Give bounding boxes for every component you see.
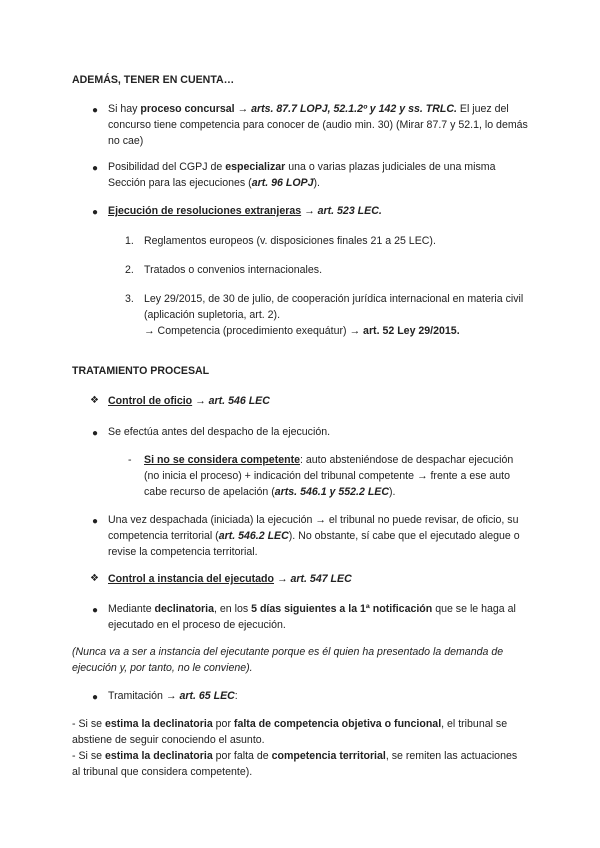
bullet-icon: ● <box>92 105 99 116</box>
bullet-icon: ● <box>92 163 99 174</box>
list-number: 1. <box>125 235 134 247</box>
section-heading-ademas: ADEMÁS, TENER EN CUENTA… <box>72 74 235 86</box>
subheading-control-instancia: Control a instancia del ejecutado → art. 547 LEC <box>108 573 352 585</box>
bullet-resoluciones-extranjeras: Ejecución de resoluciones extranjeras → art. 523 LEC. <box>108 205 382 217</box>
bullet-icon: ● <box>92 605 99 616</box>
list-number: 2. <box>125 264 134 276</box>
subheading-control-oficio: Control de oficio → art. 546 LEC <box>108 395 270 407</box>
bullet-ejecucion-despachada: Una vez despachada (iniciada) la ejecución → el tribunal no puede revisar, de oficio, su competencia territorial (art. 546.2 LEC). No obstante, sí cabe que el ejecutado alegue o revise la competencia territorial. <box>108 514 520 558</box>
bullet-tramitacion: Tramitación → art. 65 LEC: <box>108 690 238 702</box>
dash-item-no-competente: Si no se considera competente: auto absteniéndose de despachar ejecución (no inicia el proceso) + indicación del tribunal competente → frente a ese auto cabe recurso de apelación (arts. 546.1 y 552.2 LEC). <box>144 454 514 498</box>
bullet-declinatoria: Mediante declinatoria, en los 5 días siguientes a la 1ª notificación que se le haga al ejecutado en el proceso de ejecución. <box>108 603 516 631</box>
bullet-icon: ● <box>92 692 99 703</box>
dash-marker: - <box>128 454 132 466</box>
numbered-item-ley-29-2015: Ley 29/2015, de 30 de julio, de cooperación jurídica internacional en materia civil (aplicación supletoria, art. 2). → Competencia (procedimiento exequátur) → art. 52 Ley 29/2015. <box>144 291 529 339</box>
four-diamond-bullet-icon: ❖ <box>90 573 99 584</box>
paragraph-declinatoria-territorial: - Si se estima la declinatoria por falta de competencia territorial, se remiten las actuaciones al tribunal que considera competente). <box>72 750 518 778</box>
list-number: 3. <box>125 293 134 305</box>
four-diamond-bullet-icon: ❖ <box>90 395 99 406</box>
numbered-item-tratados: Tratados o convenios internacionales. <box>144 264 323 276</box>
bullet-antes-despacho: Se efectúa antes del despacho de la ejecución. <box>108 426 331 438</box>
bullet-especializar: Posibilidad del CGPJ de especializar una o varias plazas judiciales de una misma Sección para las ejecuciones (art. 96 LOPJ). <box>108 161 496 189</box>
bullet-icon: ● <box>92 428 99 439</box>
bullet-icon: ● <box>92 516 99 527</box>
numbered-item-competencia-line: → Competencia (procedimiento exequátur) → art. 52 Ley 29/2015. <box>144 325 460 337</box>
section-heading-tratamiento: TRATAMIENTO PROCESAL <box>72 365 210 377</box>
paragraph-declinatoria-objetiva: - Si se estima la declinatoria por falta de competencia objetiva o funcional, el tribunal se abstiene de seguir conociendo el asunto. <box>72 718 508 746</box>
bullet-proceso-concursal: Si hay proceso concursal → arts. 87.7 LOPJ, 52.1.2º y 142 y ss. TRLC. El juez del concurso tiene competencia para conocer de (audio min. 30) (Mirar 87.7 y 52.1, lo demás no cae) <box>108 103 528 147</box>
bullet-icon: ● <box>92 207 99 218</box>
numbered-item-reglamentos: Reglamentos europeos (v. disposiciones finales 21 a 25 LEC). <box>144 235 436 247</box>
italic-note: (Nunca va a ser a instancia del ejecutante porque es él quien ha presentado la demanda de ejecución y, por tanto, no le conviene). <box>72 646 504 674</box>
